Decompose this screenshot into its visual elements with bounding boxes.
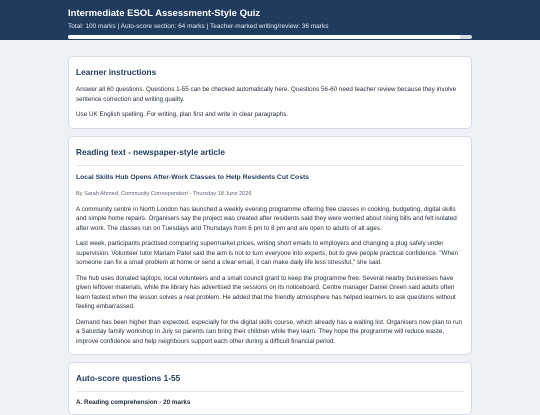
instructions-paragraph: Answer all 60 questions. Questions 1-55 can be checked automatically here. Questions 56-60 need teacher review because they involve sentence correction and writing quality. [76,86,457,103]
article-paragraph: The hub uses donated laptops, local volunteers and a small council grant to keep the programme free. Several nearby businesses have given leftover materials, while the library has advertised the sessions on its noticeboard. Centre manager Daniel Green said adults often learn fastest when the lesson solves a real problem. He added that the friendly atmosphere has helped learners to ask questions without feeling embarrassed. [76,274,456,310]
article-paragraph: A community centre in North London has launched a weekly evening programme offering free classes in cooking, budgeting, digital skills and simple home repairs. Organisers say the project was created after residents said they were worried about rising bills and felt isolated after work. The classes run on Tuesdays and Thursdays from 6 pm to 8 pm and are open to adults of all ages. [76,205,457,232]
article-paragraph: Demand has been higher than expected, especially for the digital skills course, which already has a waiting list. Organisers now plan to run a Saturday family workshop in July so parents can bring their children while they learn. They hope the programme will reduce waste, improve confidence and help neighbours support each other during a difficult financial period. [76,318,463,345]
quiz-header [0,0,540,40]
main-content [0,40,540,415]
reading-heading: Reading text - newspaper-style article [76,146,225,157]
divider [76,391,464,392]
auto-score-card [68,362,472,415]
auto-score-heading: Auto-score questions 1-55 [76,373,181,383]
article-headline: Local Skills Hub Opens After-Work Classes to Help Residents Cut Costs [76,173,310,181]
page-title: Intermediate ESOL Assessment-Style Quiz [68,8,261,19]
divider [76,165,464,166]
article-paragraph: Last week, participants practised comparing supermarket prices, writing short emails to employers and changing a plug safely under supervision. Volunteer tutor Mariam Patel said the aim is not to turn everyone into experts, but to give people practical confidence. "When someone can fix a small problem at home or send a clear email, it can make daily life less stressful," she said. [76,240,459,266]
instructions-card [68,56,472,129]
marks-summary: Total: 100 marks | Auto-score section: 64 marks | Teacher-marked writing/review: 36 marks [68,23,329,30]
instructions-heading: Learner instructions [76,67,157,77]
instructions-paragraph: Use UK English spelling. For writing, plan first and write in clear paragraphs. [76,111,289,118]
progress-fill [68,35,460,39]
reading-card [68,136,472,356]
progress-bar [68,35,472,39]
section-label: A. Reading comprehension - 20 marks [76,399,191,406]
article-byline: By Sarah Ahmed, Community Correspondent - Thursday 18 June 2026 [76,190,252,197]
